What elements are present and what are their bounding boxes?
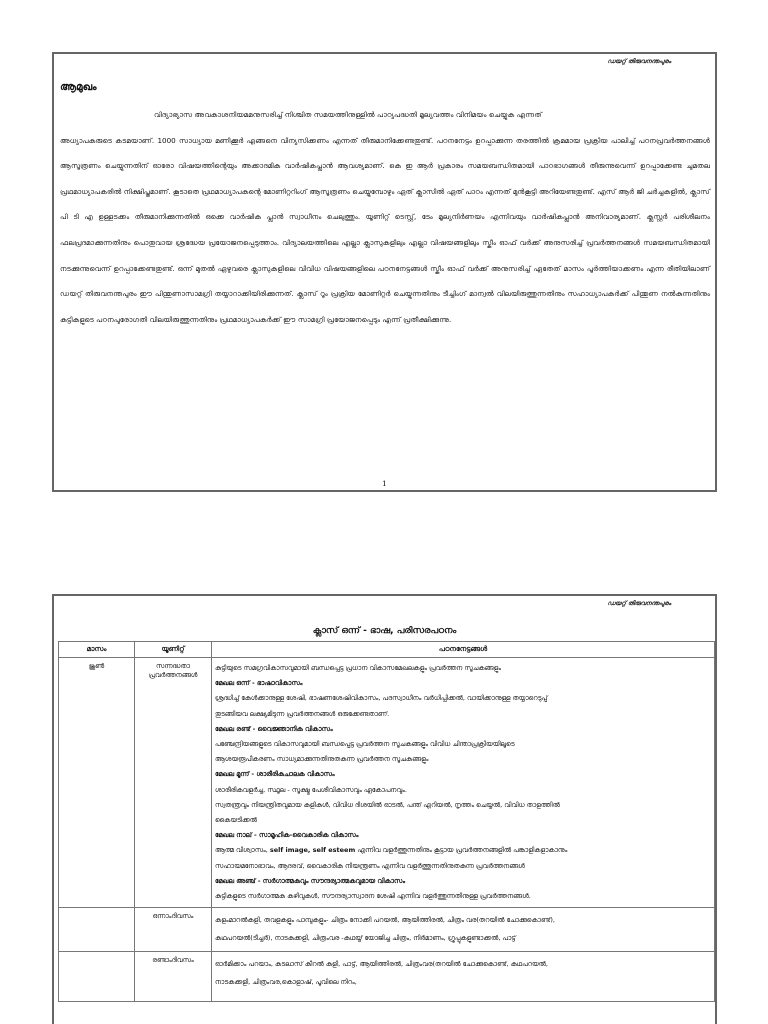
header-month: മാസം [59, 642, 135, 658]
table-title: ക്ലാസ് ഒന്ന് - ഭാഷ, പരിസരപഠനം [312, 626, 457, 636]
document-page-2 [52, 594, 717, 1024]
area-title: മേഖല അഞ്ച് - സർഗാത്മകവും സൗന്ദര്യാത്മകവുമായ വികാസം [215, 876, 406, 885]
section-heading: ആമുഖം [60, 81, 97, 93]
document-page-1 [52, 52, 717, 492]
outcome-line: ആശയരൂപീകരണം സാധ്യമാക്കുന്നതിനുതകുന്ന പ്രവർത്തന സൂചകങ്ങളും [215, 755, 429, 764]
area-title: മേഖല നാല് - സാമൂഹിക-വൈകാരിക വികാസം [215, 831, 359, 840]
outcome-line: ശാരീരികവളർച്ച, സ്ഥൂല - സൂക്ഷ്മ പേശീവികാസവും ഏകോപനവും. [215, 785, 407, 794]
running-head: ഡയറ്റ് തിരുവനന്തപുരം [607, 58, 671, 65]
table-row [59, 908, 715, 952]
area-title: മേഖല ഒന്ന് - ഭാഷാവികാസം [215, 679, 303, 688]
table-row [59, 952, 715, 1002]
outcome-line: കളംമാറൽകളി, തവളകളും പാമ്പുകളും- ചിത്രം നോക്കി പറയൽ, ആയിത്തിരൽ, ചിത്രം വര(തറയിൽ ചോക്കുകൊണ്ട്), [215, 916, 555, 925]
cell-outcomes [212, 658, 715, 908]
cell-unit: സന്നദ്ധതാ പ്രവർത്തനങ്ങൾ [135, 658, 212, 908]
cell-month [59, 908, 135, 952]
outcome-line: കഥപറയൽ(ടീച്ചർ), നാടകക്കളി, ചിത്രംവര -കഥയ്യ് യോജിച്ച ചിത്രം, നിർമാണം, ഗ്രൂപ്പുകളുണ്ടാക്കൽ, പാട്ട് [215, 934, 516, 943]
outcome-line [215, 843, 711, 858]
page-number: 1 [382, 479, 387, 488]
outcome-line: കുട്ടികളുടെ സർഗാത്മക കഴിവുകൾ, സൗന്ദര്യാസ്വാദന ശേഷി എന്നിവ വളർത്തുന്നതിനുള്ള പ്രവർത്തനങ്ങൾ. [215, 892, 531, 901]
outcome-text: ആത്മ വിശ്വാസം, [215, 846, 270, 855]
outcome-line: നാടകക്കളി, ചിത്രംവര,കൊളാഷ്, പൂവിലെ നിറം, [215, 978, 357, 987]
outcome-line: ഓർമിക്കാം പറയാം, കടലാസ് കീറൽ കളി, പാട്ട്, ആയിത്തിരൽ, ചിത്രംവര(തറയിൽ ചോക്കുകൊണ്ട്, കഥപറയൽ, [215, 960, 548, 969]
outcome-line: സഹായമനോഭാവം, ആദരവ്, വൈകാരിക നിയന്ത്രണം എന്നിവ വളർത്തുന്നതിനുതകുന്ന പ്രവർത്തനങ്ങൾ [215, 861, 525, 870]
introduction-paragraph [60, 102, 710, 332]
running-head: ഡയറ്റ് തിരുവനന്തപുരം [607, 600, 671, 607]
paragraph-first-line: വിദ്യാഭ്യാസ അവകാശനിയമമനുസരിച്ച് നിശ്ചിത സമയത്തിനുള്ളിൽ പാഠ്യപദ്ധതി മൂല്യവത്തം വിനിമയം ചെയ്യുക എന്നത് [154, 110, 542, 119]
outcome-line: പഞ്ചേന്ദ്രിയങ്ങളുടെ വികാസവുമായി ബന്ധപ്പെട്ട പ്രവർത്തന സൂചകങ്ങളും വിവിധ ചിന്താപ്രക്രിയയിലൂടെ [215, 740, 515, 749]
table-row [59, 658, 715, 908]
outcome-line: സ്വതന്ത്രവും നിയന്ത്രിതവുമായ കളികൾ, വിവിധ ദിശയിൽ ഓടൽ, പന്ത് എറിയൽ, നൃത്തം ചെയ്യൽ, വിവിധ താളത്തിൽ [215, 800, 560, 809]
cell-outcomes [212, 908, 715, 952]
cell-unit: ഒന്നാംദിവസം [135, 908, 212, 952]
cell-month [59, 952, 135, 1002]
outcome-text: എന്നിവ വളർത്തുന്നതിനും കൂട്ടായ പ്രവർത്തനങ്ങളിൽ പങ്കാളികളാകാനും [355, 846, 568, 855]
paragraph-body: അധ്യാപകരുടെ കടമയാണ്. 1000 സാധ്യായ മണിക്കൂർ എങ്ങനെ വിന്യസിക്കണം എന്നത് തീരുമാനിക്കേണ്ടതുണ്ട്. പഠനനേട്ടം ഉറപ്പാക്കുന്ന തരത്തിൽ ക്രമമായ പ്രക്രിയ പാലിച്ച് പഠനപ്രവർത്തനങ്ങൾ ആസൂത്രണം ചെയ്യുന്നതിന് ഓരോ വിഷയത്തിന്റെയും അക്കാദമിക വാർഷികപ്ലാൻ ആവശ്യമാണ്. കെ ഇ ആർ പ്രകാരം സമയബന്ധിതമായി പാഠഭാഗങ്ങൾ തീരുന്നുവെന്ന് ഉറപ്പാക്കേണ്ട ചുമതല പ്രഥമാധ്യാപകരിൽ നിക്ഷിപ്തമാണ്. കൂടാതെ പ്രഥമാധ്യാപകന്റെ മോണിറ്ററിംഗ് ആസൂത്രണം ചെയ്യുമ്പോഴും ഏത് ക്ലാസിൽ ഏത് പാഠം എന്നത് മുൻകൂട്ടി അറിയേണ്ടതുണ്ട്. എസ് ആർ ജി ചർച്ചകളിൽ, ക്ലാസ് പി ടി എ ഉള്ളടക്കം തീരുമാനിക്കുന്നതിൽ ഒക്കെ വാർഷിക പ്ലാൻ സ്വാധീനം ചെലുത്തും. യൂണിറ്റ് ടെസ്റ്റ്, ടേം മൂല്യനിർണയം എന്നിവയും വാർഷികപ്ലാൻ അനിവാര്യമാണ്. ക്ലസ്റ്റർ പരിശീലനം ഫലപ്രദമാക്കുന്നതിനും പൊതുവായ ശ്രദ്ധേയ പ്രയോജനപ്പെടുത്താം. വിദ്യാലയത്തിലെ എല്ലാ ക്ലാസുകളിലും എല്ലാ വിഷയങ്ങളിലും സ്കീം ഓഫ് വർക്ക് അനുസരിച്ച് പ്രവർത്തനങ്ങൾ സമയബന്ധിതമായി നടക്കുന്നുവെന്ന് ഉറപ്പാക്കേണ്ടതുണ്ട്. ഒന്ന് മുതൽ ഏഴുവരെ ക്ലാസുകളിലെ വിവിധ വിഷയങ്ങളിലെ പഠനനേട്ടങ്ങൾ സ്കീം ഓഫ് വർക്ക് അനുസരിച്ച് ഏതേത് മാസം പൂർത്തിയാക്കണം എന്ന രീതിയിലാണ് ഡയറ്റ് തിരുവനന്തപുരം ഈ പിന്തുണാസാമഗ്രി തയ്യാറാക്കിയിരിക്കുന്നത്. ക്ലാസ് റൂം പ്രക്രിയ മോണിറ്റർ ചെയ്യുന്നതിനും ടീച്ചിംഗ് മാന്വൽ വിലയിരുത്തുന്നതിനും സഹാധ്യാപകർക്ക് പിന്തുണ നൽകുന്നതിനും കുട്ടികളുടെ പഠനപുരോഗതി വിലയിരുത്തുന്നതിനും പ്രഥമാധ്യാപകർക്ക് ഈ സാമഗ്രി പ്രയോജനപ്പെടും എന്ന് പ്രതീക്ഷിക്കുന്നു. [60, 135, 710, 324]
header-unit: യൂണിറ്റ് [135, 642, 212, 658]
header-outcomes: പഠനനേട്ടങ്ങൾ [212, 642, 715, 658]
cell-unit: രണ്ടാംദിവസം [135, 952, 212, 1002]
outcome-line: ശ്രദ്ധിച്ച് കേൾക്കാനുള്ള ശേഷി, ഭാഷണശേഷിവികാസം, പദസ്വാധീനം വർധിപ്പിക്കൽ, വായിക്കാനുള്ള തയ്യാറെടുപ്പ് [215, 694, 548, 703]
table-header-row [59, 642, 715, 658]
area-title: മേഖല രണ്ട് - വൈജ്ഞാനിക വികാസം [215, 724, 333, 733]
outcome-english-terms: self image, self esteem [269, 846, 356, 855]
outcome-intro: കുട്ടിയുടെ സമഗ്രവികാസവുമായി ബന്ധപ്പെട്ട പ്രധാന വികാസമേഖലകളും പ്രവർത്തന സൂചകങ്ങളും [215, 664, 501, 672]
outcome-line: കൈയടിക്കൽ [215, 816, 257, 825]
cell-month: ജൂൺ [59, 658, 135, 908]
cell-outcomes [212, 952, 715, 1002]
outcome-line: തുടങ്ങിയവ ലക്ഷ്യമിടുന്ന പ്രവർത്തനങ്ങൾ ഒരുക്കേണ്ടതാണ്. [215, 709, 390, 718]
area-title: മേഖല മൂന്ന് - ശാരീരികചാലക വികാസം [215, 770, 335, 779]
syllabus-table [58, 641, 715, 1002]
